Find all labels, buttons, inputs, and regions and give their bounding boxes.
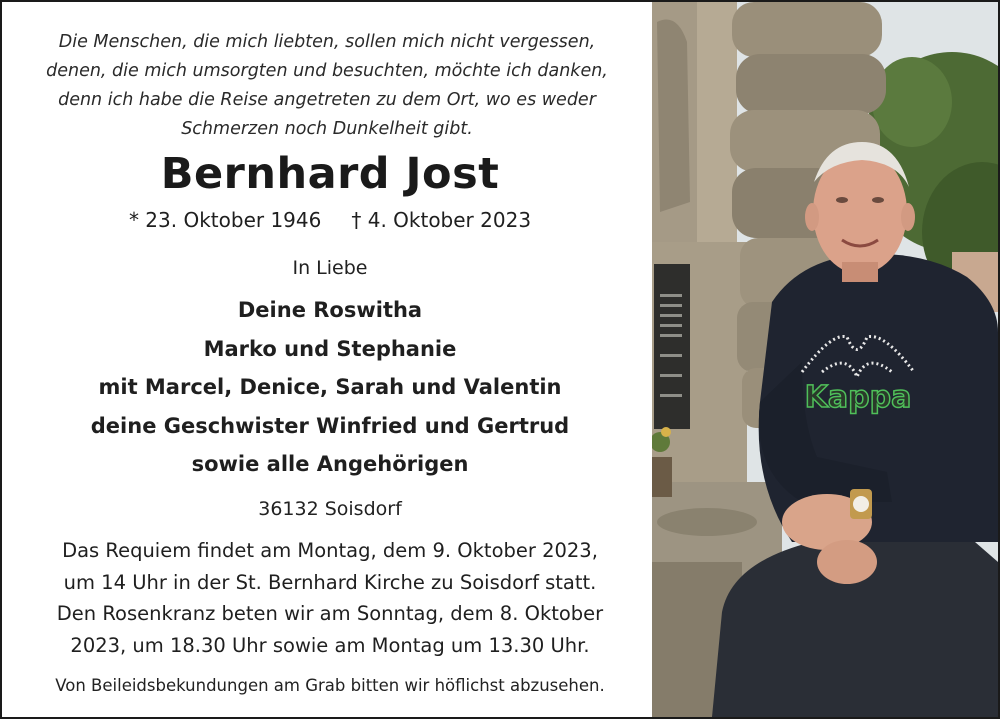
funeral-line: Das Requiem findet am Montag, dem 9. Oktober 2023, [62,539,598,562]
mourners-list [2,291,658,484]
funeral-details [2,535,658,661]
poem-line: Die Menschen, die mich liebten, sollen mich nicht vergessen, [58,32,596,52]
text-column [2,2,652,717]
mourner-line: Marko und Stephanie [203,336,457,361]
poem-line: Schmerzen noch Dunkelheit gibt. [181,119,473,139]
mourner-line: sowie alle Angehörigen [191,452,469,476]
funeral-line: Den Rosenkranz beten wir am Sonntag, dem 8. Oktober [56,602,604,625]
poem [22,28,632,144]
poem-line: denen, die mich umsorgten und besuchten, möchte ich danken, [46,61,608,81]
funeral-line: um 14 Uhr in der St. Bernhard Kirche zu Soisdorf statt. [63,570,597,594]
birth-date: * 23. Oktober 1946 [128,208,322,232]
life-dates [2,208,658,232]
place: 36132 Soisdorf [258,498,402,520]
deceased-name: Bernhard Jost [160,149,500,199]
funeral-line: 2023, um 18.30 Uhr sowie am Montag um 13.30 Uhr. [70,633,590,657]
mourner-line: mit Marcel, Denice, Sarah und Valentin [98,375,562,399]
mourner-line: Deine Roswitha [237,298,423,322]
portrait-photo [652,2,998,717]
condolence-note: Von Beileidsbekundungen am Grab bitten wir höflichst abzusehen. [55,676,605,695]
mourner-line: deine Geschwister Winfried und Gertrud [90,413,570,438]
shirt-brand-text: Kappa [804,380,912,415]
in-love-label: In Liebe [292,257,368,279]
death-date: † 4. Oktober 2023 [351,208,532,232]
poem-line: denn ich habe die Reise angetreten zu dem Ort, wo es weder [58,90,596,110]
